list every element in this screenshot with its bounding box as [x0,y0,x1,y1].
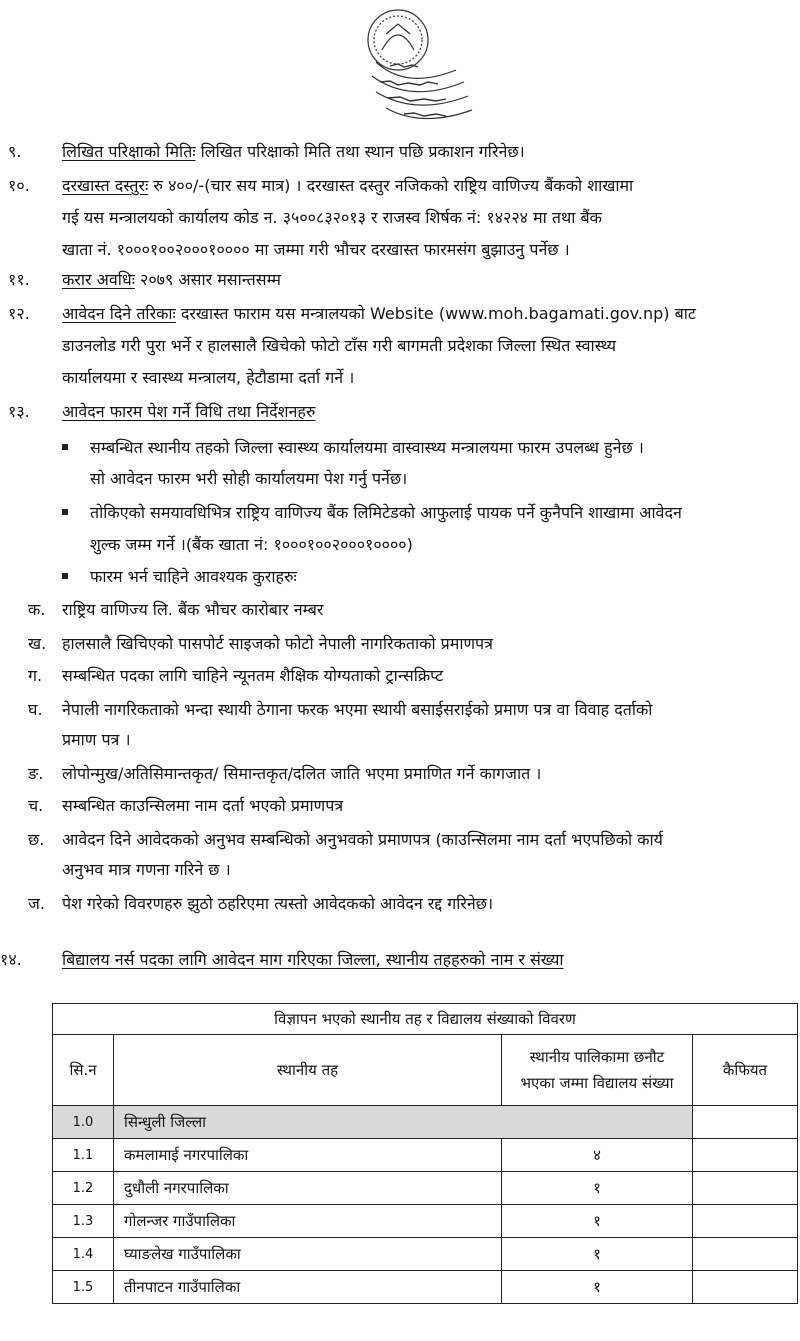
requirement-letter: ख. [28,634,47,653]
stamp-seal-icon [346,0,486,136]
header-local-level: स्थानीय तह [114,1035,502,1106]
row-local-level: दुधौली नगरपालिका [114,1172,502,1205]
row-sn: 1.5 [53,1271,114,1304]
header-school-count [502,1035,693,1106]
item-14-number: १४. [0,950,22,969]
table-row [53,1139,798,1172]
item-13-bullet-2-line-1: तोकिएको समयावधिभित्र राष्ट्रिय वाणिज्य बैंक लिमिटेडको आफुलाई पायक पर्ने कुनैपनि शाखामा आवेदन [90,503,682,522]
item-9-text: लिखित परिक्षाको मिति तथा स्थान पछि प्रकाशन गरिनेछ। [200,142,525,161]
item-9-line [62,140,525,162]
requirement-text-continued: अनुभव मात्र गणना गरिने छ । [62,860,231,879]
row-sn: 1.3 [53,1205,114,1238]
requirement-text: हालसालै खिचिएको पासपोर्ट साइजको फोटो नेपाली नागरिकताको प्रमाणपत्र [62,634,493,653]
row-local-level: कमलामाई नगरपालिका [114,1139,502,1172]
row-local-level: घ्याङलेख गाउँपालिका [114,1238,502,1271]
row-remarks [693,1205,798,1238]
item-13-heading: आवेदन फारम पेश गर्ने विधि तथा निर्देशनहरु [62,402,316,421]
requirement-text: सम्बन्धित पदका लागि चाहिने न्यूनतम शैक्षिक योग्यताको ट्रान्सक्रिप्ट [62,666,444,685]
requirement-text: पेश गरेको विवरणहरु झुठो ठहरिएमा त्यस्तो आवेदकको आवेदन रद्द गरिनेछ। [62,894,494,913]
item-11-line [62,268,281,290]
item-11-number: ११. [8,270,30,289]
header-count-line-2: भएका जम्मा विद्यालय संख्या [520,1074,674,1092]
table-district-row [53,1106,798,1139]
table-row [53,1172,798,1205]
row-local-level: तीनपाटन गाउँपालिका [114,1271,502,1304]
row-school-count: १ [502,1172,693,1205]
requirement-letter: च. [28,796,44,815]
requirement-text: नेपाली नागरिकताको भन्दा स्थायी ठेगाना फरक भएमा स्थायी बसाईसराईको प्रमाण पत्र वा विवाह दर्ताको [62,700,653,719]
item-10-label: दरखास्त दस्तुरः [62,176,149,195]
row-school-count: ४ [502,1139,693,1172]
row-remarks [693,1172,798,1205]
requirement-text: सम्बन्धित काउन्सिलमा नाम दर्ता भएको प्रमाणपत्र [62,796,344,815]
table-header-row [53,1035,798,1106]
table-title: विज्ञापन भएको स्थानीय तह र विद्यालय संख्याको विवरण [53,1004,798,1035]
row-remarks [693,1139,798,1172]
table-row [53,1205,798,1238]
item-13-bullet-1-line-1: सम्बन्धित स्थानीय तहको जिल्ला स्वास्थ्य कार्यालयमा वास्वास्थ्य मन्त्रालयमा फारम उपलब्ध हुनेछ । [90,438,644,457]
item-13-bullet-1-line-2: सो आवेदन फारम भरी सोही कार्यालयमा पेश गर्नु पर्नेछ। [90,469,408,488]
item-10-text-1: रु ४००/-(चार सय मात्र) । दरखास्त दस्तुर नजिकको राष्ट्रिय वाणिज्य बैंकको शाखामा [153,176,634,195]
item-9-label: लिखित परिक्षाको मितिः [62,142,196,161]
header-sn: सि.न [53,1035,114,1106]
requirement-text-continued: प्रमाण पत्र । [62,730,131,749]
item-13-bullet-2-line-2: शुल्क जम्म गर्ने ।(बैंक खाता नं: १०००१००२०००१००००) [90,535,413,554]
requirement-letter: ङ. [28,764,44,783]
school-count-table [52,1003,798,1304]
item-10-line-2: गई यस मन्त्रालयको कार्यालय कोड न. ३५००८३२०१३ र राजस्व शिर्षक नं: १४२२४ मा तथा बैंक [62,208,602,227]
item-10-line-3: खाता नं. १०००१००२०००१०००० मा जम्मा गरी भौचर दरखास्त फारमसंग बुझाउनु पर्नेछ । [62,240,570,259]
row-school-count: १ [502,1238,693,1271]
row-school-count: १ [502,1271,693,1304]
district-remarks [693,1106,798,1139]
bullet-icon [62,444,68,450]
requirement-letter: ज. [28,894,45,913]
item-12-line-1 [62,302,696,324]
district-sn: 1.0 [53,1106,114,1139]
requirement-text: राष्ट्रिय वाणिज्य लि. बैंक भौचर कारोबार नम्बर [62,600,324,619]
item-12-label: आवेदन दिने तरिकाः [62,304,176,323]
table-row [53,1238,798,1271]
item-9-number: ९. [8,142,22,161]
item-11-label: करार अवधिः [62,270,135,289]
row-sn: 1.2 [53,1172,114,1205]
header-remarks: कैफियत [693,1035,798,1106]
row-remarks [693,1238,798,1271]
item-12-line-3: कार्यालयमा र स्वास्थ्य मन्त्रालय, हेटौडामा दर्ता गर्ने । [62,368,355,387]
row-local-level: गोलन्जर गाउँपालिका [114,1205,502,1238]
requirement-letter: क. [28,600,46,619]
item-14-heading: बिद्यालय नर्स पदका लागि आवेदन माग गरिएका जिल्ला, स्थानीय तहहरुको नाम र संख्या [62,950,564,969]
requirement-letter: घ. [28,700,43,719]
bullet-icon [62,573,68,579]
requirement-text: लोपोन्मुख/अतिसिमान्तकृत/ सिमान्तकृत/दलित जाति भएमा प्रमाणित गर्ने कागजात । [62,764,542,783]
requirement-letter: ग. [28,666,43,685]
header-count-line-1: स्थानीय पालिकामा छनौट [529,1048,665,1066]
row-remarks [693,1271,798,1304]
ministry-stamp [346,0,486,136]
item-10-line-1 [62,174,633,196]
requirement-text: आवेदन दिने आवेदकको अनुभव सम्बन्धिको अनुभवको प्रमाणपत्र (काउन्सिलमा नाम दर्ता भएपछिको कार्य [62,830,663,849]
item-12-number: १२. [8,304,30,323]
table-row [53,1271,798,1304]
row-school-count: १ [502,1205,693,1238]
bullet-icon [62,509,68,515]
requirement-letter: छ. [28,830,45,849]
item-13-bullet-3: फारम भर्न चाहिने आवश्यक कुराहरुः [90,567,297,586]
row-sn: 1.1 [53,1139,114,1172]
row-sn: 1.4 [53,1238,114,1271]
item-12-line-2: डाउनलोड गरी पुरा भर्ने र हालसालै खिचेको फोटो टाँस गरी बागमती प्रदेशका जिल्ला स्थित स्वास्थ्य [62,336,617,355]
item-13-number: १३. [8,402,30,421]
item-12-text-1: दरखास्त फाराम यस मन्त्रालयको Website (www.moh.bagamati.gov.np) बाट [180,304,696,323]
item-11-text: २०७९ असार मसान्तसम्म [140,270,281,289]
district-name: सिन्धुली जिल्ला [114,1106,693,1139]
item-10-number: १०. [8,176,30,195]
